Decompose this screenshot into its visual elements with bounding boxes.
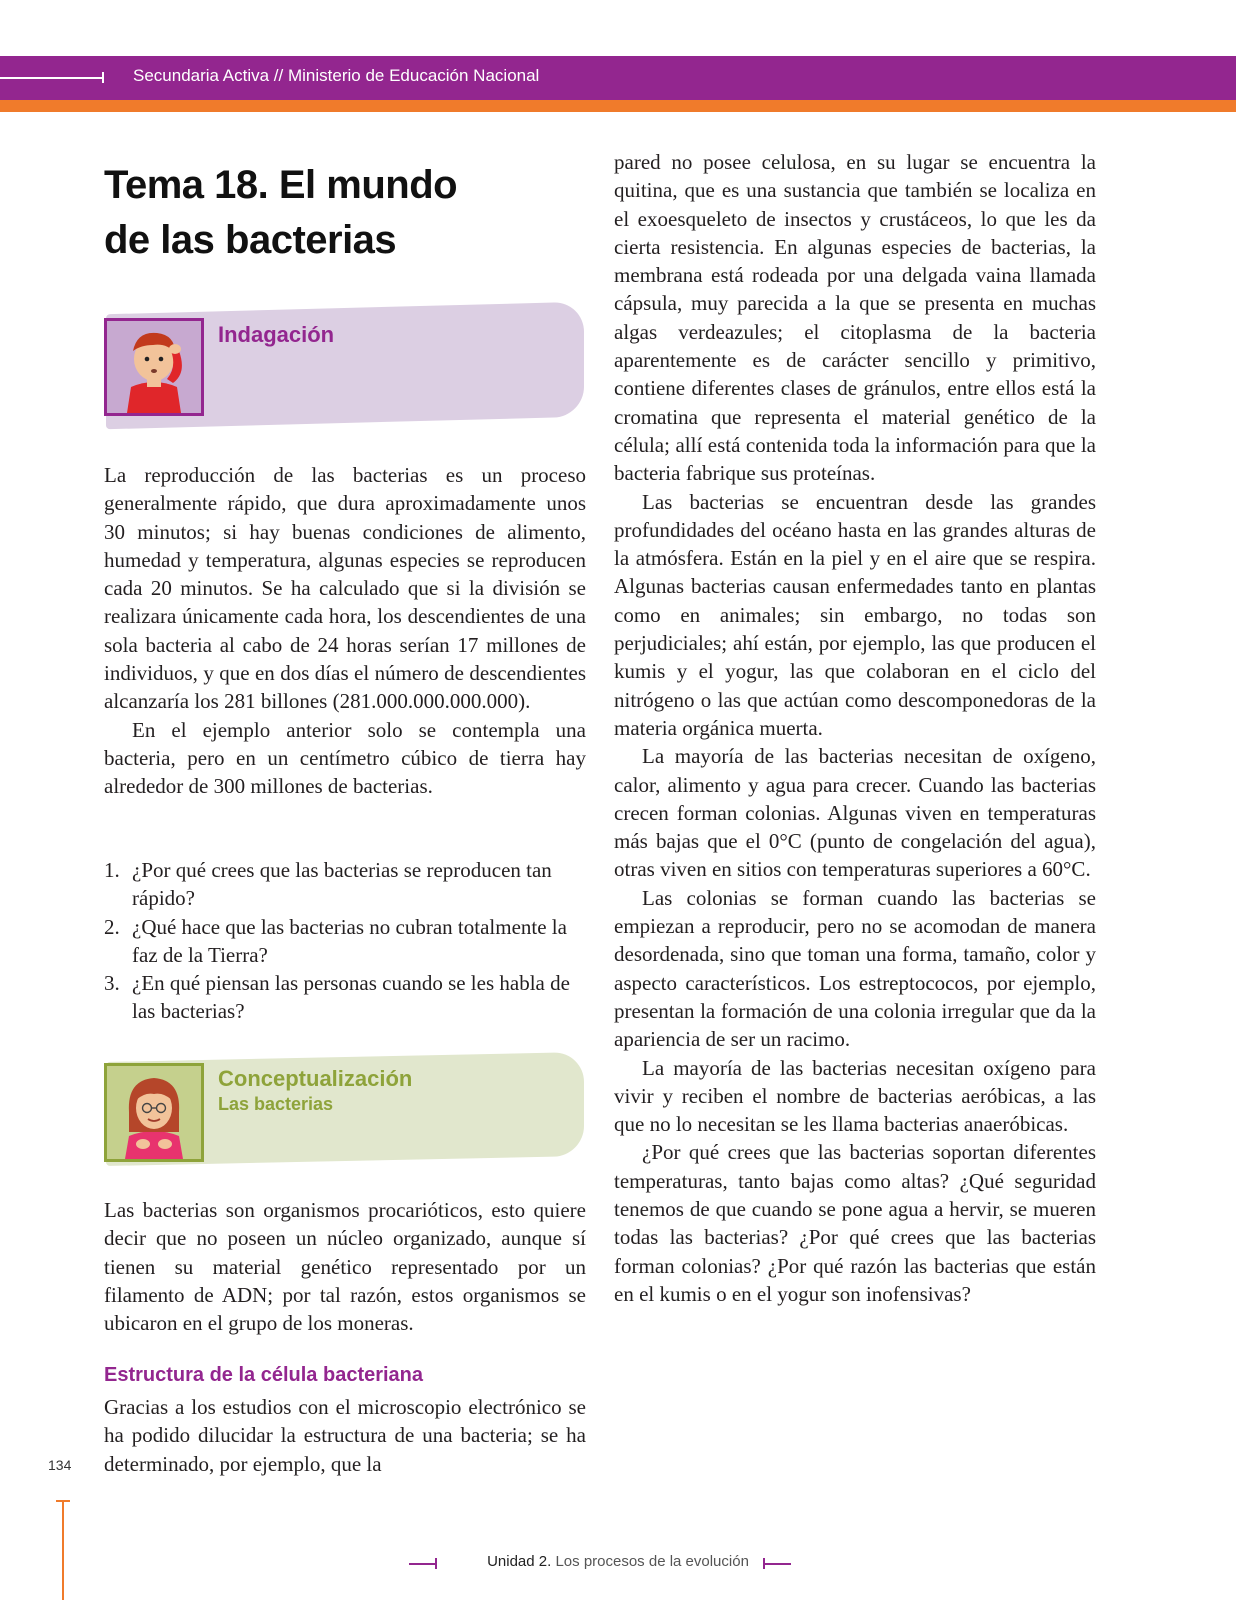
conceptualizacion-avatar	[104, 1063, 204, 1162]
footer-unit-title: Los procesos de la evolución	[551, 1553, 749, 1570]
question-text: ¿Qué hace que las bacterias no cubran totalmente la faz de la Tierra?	[132, 914, 567, 967]
indagacion-paragraph-2: En el ejemplo anterior solo se contempla una bacteria, pero en un centímetro cúbico de tierra hay alrededor de 300 millones de bacterias.	[104, 717, 586, 799]
page-title	[104, 158, 564, 268]
estructura-paragraph: Gracias a los estudios con el microscopio electrónico se ha podido dilucidar la estructura de una bacteria; se ha determinado, por ejemplo, que la	[104, 1395, 586, 1476]
header-series-title: Secundaria Activa // Ministerio de Educación Nacional	[133, 66, 540, 85]
question-item	[104, 969, 586, 1026]
header-accent-stripe	[0, 100, 1236, 112]
footer-side-rule	[62, 1500, 64, 1600]
conceptualizacion-text	[104, 1196, 586, 1337]
right-column-text	[614, 148, 1096, 1308]
page-number: 134	[48, 1457, 72, 1473]
right-paragraph-6: ¿Por qué crees que las bacterias soportan diferentes temperaturas, tanto bajas como altas? ¿Qué seguridad tenemos de que cuando se pone agua a hervir, se mueren todas las bacterias? ¿Por qué crees que las bacterias forman colonias? ¿Por qué razón las bacterias que están en el kumis o en el yogur son inofensivas?	[614, 1140, 1096, 1306]
thinking-boy-icon	[107, 321, 201, 413]
footer-side-tick	[56, 1500, 70, 1502]
question-item	[104, 856, 586, 913]
footer-unit-label	[0, 1553, 1236, 1570]
question-item	[104, 913, 586, 970]
title-line-2: de las bacterias	[104, 218, 397, 262]
indagacion-questions	[104, 856, 586, 1026]
conceptualizacion-heading: Conceptualización	[218, 1066, 413, 1091]
conceptualizacion-subheading: Las bacterias	[218, 1094, 334, 1114]
question-text: ¿En qué piensan las personas cuando se les habla de las bacterias?	[132, 971, 570, 1024]
conceptualizacion-paragraph-1: Las bacterias son organismos procarióticos, esto quiere decir que no poseen un núcleo organizado, aunque sí tienen su material genético representado por un filamento de ADN; por tal razón, estos organismos se ubicaron en el grupo de los moneras.	[104, 1198, 586, 1336]
question-text: ¿Por qué crees que las bacterias se reproducen tan rápido?	[132, 858, 552, 911]
indagacion-avatar	[104, 318, 204, 416]
header-rule-tick	[102, 72, 104, 83]
right-paragraph-3: La mayoría de las bacterias necesitan de oxígeno, calor, alimento y agua para crecer. Cuando las bacterias crecen forman colonias. Algunas viven en temperaturas más bajas que el 0°C (punto de congelación del agua), otras viven en sitios con temperaturas superiores a 60°C.	[614, 744, 1096, 882]
estructura-heading: Estructura de la célula bacteriana	[104, 1364, 424, 1386]
question-number: 1.	[104, 858, 120, 882]
indagacion-heading: Indagación	[218, 322, 335, 347]
indagacion-text	[104, 461, 586, 801]
right-paragraph-4: Las colonias se forman cuando las bacterias se empiezan a reproducir, pero no se acomodan de manera desordenada, sino que toman una forma, tamaño, color y aspecto característicos. Los estreptococos, por ejemplo, presentan la formación de una colonia irregular que da la apariencia de ser un racimo.	[614, 885, 1096, 1052]
estructura-text	[104, 1393, 586, 1478]
right-paragraph-2: Las bacterias se encuentran desde las grandes profundidades del océano hasta en las grandes alturas de la atmósfera. Están en la piel y en el aire que se respira. Algunas bacterias causan enfermedades tanto en plantas como en animales; sin embargo, no todas son perjudiciales; ahí están, por ejemplo, las que producen el kumis y el yogur, las que colaboran en el ciclo del nitrógeno o las que actúan como descomponedoras de la materia orgánica muerta.	[614, 489, 1096, 740]
title-line-1: Tema 18. El mundo	[104, 163, 458, 207]
right-paragraph-1: pared no posee celulosa, en su lugar se encuentra la quitina, que es una sustancia que también se localiza en el exoesqueleto de insectos y crustáceos, lo que les da cierta resistencia. En algunas especies de bacterias, la membrana está rodeada por una delgada vaina llamada cápsula, muy parecida a la que se presenta en muchas algas verdeazules; el citoplasma de la bacteria aparentemente es de carácter sencillo y primitivo, contiene diferentes clases de gránulos, entre ellos está la cromatina que representa el material genético de la célula; allí está contenida toda la información para que la bacteria fabrique sus proteínas.	[614, 150, 1096, 486]
footer-unit: Unidad 2.	[487, 1553, 552, 1570]
indagacion-paragraph-1: La reproducción de las bacterias es un proceso generalmente rápido, que dura aproximadamente unos 30 minutos; si hay buenas condiciones de alimento, humedad y temperatura, algunas especies se reproducen cada 20 minutos. Se ha calculado que si la división se realizara únicamente cada hora, los descendientes de una sola bacteria al cabo de 24 horas serían 17 millones de individuos, y que en dos días el número de descendientes alcanzaría los 281 billones (281.000.000.000.000).	[104, 463, 586, 714]
header-rule	[0, 77, 104, 79]
question-number: 3.	[104, 971, 120, 996]
question-number: 2.	[104, 914, 120, 939]
girl-avatar-icon	[107, 1066, 201, 1159]
right-paragraph-5: La mayoría de las bacterias necesitan oxígeno para vivir y reciben el nombre de bacterias aeróbicas, a las que no lo necesitan se les llama bacterias anaeróbicas.	[614, 1055, 1096, 1137]
